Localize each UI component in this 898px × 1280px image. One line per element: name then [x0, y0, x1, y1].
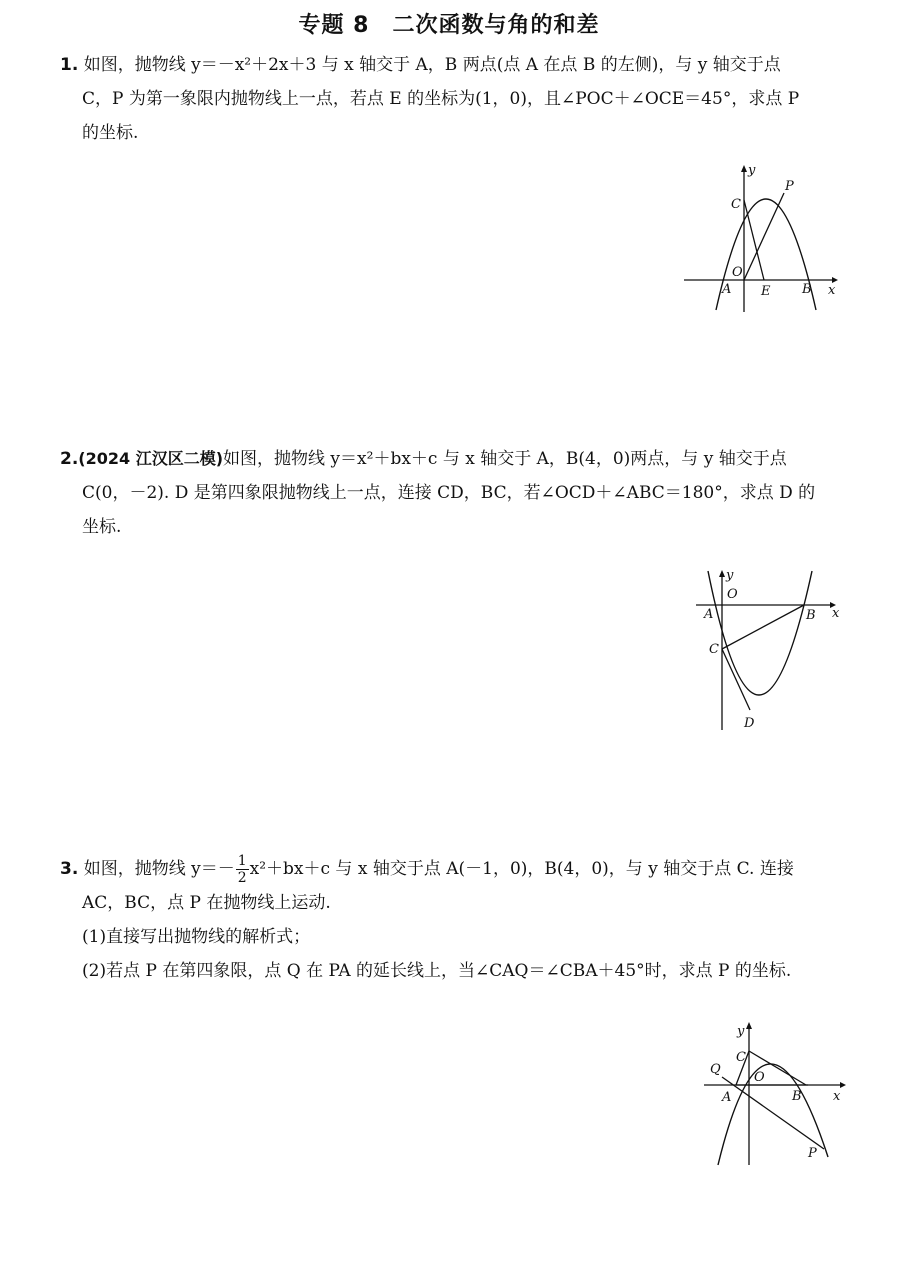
label-c: C — [736, 1050, 746, 1065]
label-x: x — [828, 283, 836, 298]
problem-text: 如图，抛物线 y＝－x²＋2x＋3 与 x 轴交于 A，B 两点(点 A 在点 B 的左侧)，与 y 轴交于点 — [83, 55, 781, 75]
label-p: P — [808, 1146, 817, 1161]
problem-3-line-1 — [60, 852, 850, 886]
line-qp — [722, 1077, 824, 1149]
label-b: B — [806, 608, 816, 623]
problem-1-line-1 — [60, 48, 850, 82]
problem-text-post: x²＋bx＋c 与 x 轴交于点 A(－1，0)，B(4，0)，与 y 轴交于点 C. 连接 — [249, 859, 794, 879]
label-a: A — [722, 1090, 732, 1105]
problem-2-line-2: C(0，－2). D 是第四象限抛物线上一点，连接 CD，BC，若∠OCD＋∠ABC＝180°，求点 D 的 — [82, 483, 816, 503]
label-y: y — [748, 163, 756, 178]
y-axis-arrow — [741, 165, 747, 172]
label-p: P — [785, 179, 794, 194]
segment-cb — [722, 605, 804, 649]
label-d: D — [744, 716, 755, 731]
x-axis-arrow — [840, 1082, 846, 1088]
figure-1 — [680, 160, 840, 320]
fraction-denominator: 2 — [237, 870, 247, 886]
parabola — [708, 571, 812, 695]
problem-1-line-3: 的坐标. — [82, 123, 139, 143]
problem-number: 2. — [60, 449, 79, 469]
label-a: A — [722, 282, 732, 297]
label-y: y — [726, 568, 734, 583]
segment-ce — [744, 200, 764, 280]
problem-number: 1. — [60, 55, 79, 75]
label-o: O — [754, 1070, 765, 1085]
label-o: O — [732, 265, 743, 280]
problem-source: (2024 江汉区二模) — [78, 449, 224, 468]
problem-text: 如图，抛物线 y＝x²＋bx＋c 与 x 轴交于 A，B(4，0)两点，与 y 轴交于点 — [223, 449, 787, 469]
problem-number: 3. — [60, 859, 79, 879]
segment-cd — [722, 649, 750, 710]
label-c: C — [709, 642, 719, 657]
label-e: E — [761, 284, 771, 299]
page-title: 专题 8 二次函数与角的和差 — [298, 13, 600, 38]
label-x: x — [832, 606, 840, 621]
label-c: C — [731, 197, 741, 212]
label-y: y — [737, 1024, 745, 1039]
segment-op — [744, 193, 784, 280]
label-x: x — [833, 1089, 841, 1104]
label-q: Q — [710, 1062, 721, 1077]
problem-2-line-3: 坐标. — [82, 517, 122, 537]
y-axis-arrow — [746, 1022, 752, 1029]
fraction — [236, 853, 249, 886]
problem-3-line-4: (2)若点 P 在第四象限，点 Q 在 PA 的延长线上，当∠CAQ＝∠CBA＋45°时，求点 P 的坐标. — [82, 961, 792, 981]
problem-2-line-1 — [60, 442, 850, 476]
label-b: B — [792, 1089, 802, 1104]
problem-2 — [60, 442, 850, 544]
figure-2 — [690, 565, 850, 735]
label-b: B — [802, 282, 812, 297]
problem-3-line-3: (1)直接写出抛物线的解析式； — [82, 927, 311, 947]
problem-text-pre: 如图，抛物线 y＝－ — [83, 859, 235, 879]
fraction-numerator: 1 — [237, 853, 247, 869]
problem-3 — [60, 852, 850, 988]
y-axis-arrow — [719, 570, 725, 577]
label-a: A — [704, 607, 714, 622]
figure-3 — [700, 1015, 860, 1170]
label-o: O — [727, 587, 738, 602]
problem-3-line-2: AC，BC，点 P 在抛物线上运动. — [82, 893, 331, 913]
problem-1 — [60, 48, 850, 150]
problem-1-line-2: C，P 为第一象限内抛物线上一点，若点 E 的坐标为(1，0)，且∠POC＋∠OCE＝45°，求点 P — [82, 89, 800, 109]
